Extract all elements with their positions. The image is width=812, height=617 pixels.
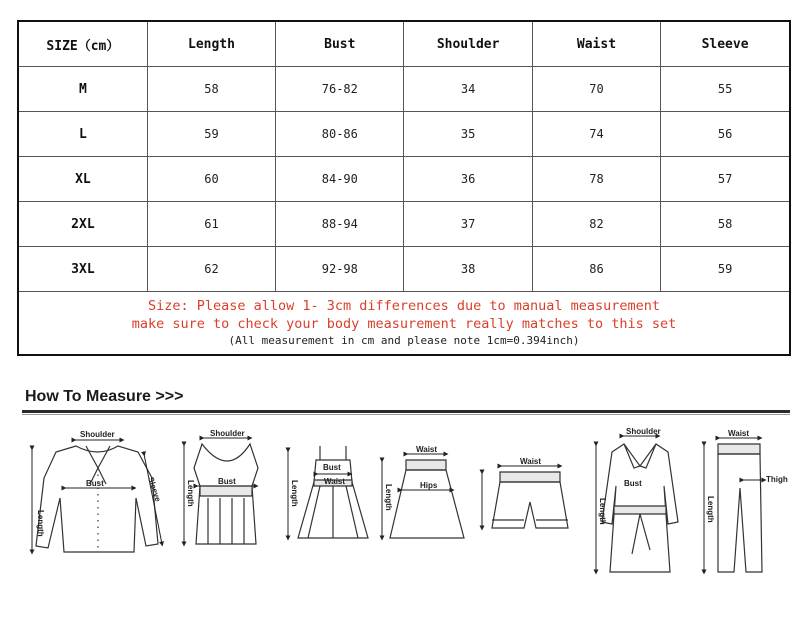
label-waist: Waist xyxy=(728,429,750,438)
cell-waist: 70 xyxy=(532,67,660,112)
label-bust: Bust xyxy=(218,477,236,486)
cell-shoulder: 38 xyxy=(404,247,532,292)
table-row xyxy=(19,247,789,292)
cell-sleeve: 59 xyxy=(661,247,789,292)
cell-waist: 74 xyxy=(532,112,660,157)
cell-length: 58 xyxy=(147,67,275,112)
label-length: Length xyxy=(706,496,715,523)
cell-sleeve: 56 xyxy=(661,112,789,157)
cell-shoulder: 35 xyxy=(404,112,532,157)
label-waist: Waist xyxy=(324,477,346,486)
cell-waist: 86 xyxy=(532,247,660,292)
header-shoulder: Shoulder xyxy=(404,22,532,67)
label-length: Length xyxy=(186,480,195,507)
label-shoulder: Shoulder xyxy=(210,429,245,438)
label-shoulder: Shoulder xyxy=(626,427,661,436)
header-waist: Waist xyxy=(532,22,660,67)
coat-icon xyxy=(588,426,692,578)
cell-bust: 80-86 xyxy=(276,112,404,157)
table-row xyxy=(19,202,789,247)
cell-shoulder: 37 xyxy=(404,202,532,247)
cell-length: 61 xyxy=(147,202,275,247)
cell-waist: 82 xyxy=(532,202,660,247)
label-hips: Hips xyxy=(420,481,438,490)
skirt-icon xyxy=(376,444,470,544)
label-length: Length xyxy=(384,484,393,511)
section-divider xyxy=(22,410,790,413)
header-size: SIZE（cm） xyxy=(19,22,147,67)
cell-size: 3XL xyxy=(19,247,147,292)
cell-sleeve: 58 xyxy=(661,202,789,247)
cell-sleeve: 55 xyxy=(661,67,789,112)
table-row xyxy=(19,67,789,112)
cell-size: 2XL xyxy=(19,202,147,247)
measurement-note xyxy=(19,288,789,354)
note-line-1: Size: Please allow 1- 3cm differences due to manual measurement xyxy=(147,298,661,314)
label-bust: Bust xyxy=(624,479,642,488)
cell-waist: 78 xyxy=(532,157,660,202)
table-row xyxy=(19,157,789,202)
label-sleeve: Sleeve xyxy=(146,475,163,503)
blouse-icon xyxy=(26,428,166,563)
cell-shoulder: 36 xyxy=(404,157,532,202)
how-to-measure-title: How To Measure >>> xyxy=(25,388,184,405)
cell-bust: 88-94 xyxy=(276,202,404,247)
tank-top-icon xyxy=(172,428,272,553)
label-waist: Waist xyxy=(520,457,542,466)
header-length: Length xyxy=(147,22,275,67)
cell-length: 59 xyxy=(147,112,275,157)
label-bust: Bust xyxy=(323,463,341,472)
cell-size: M xyxy=(19,67,147,112)
dress-icon xyxy=(280,440,372,550)
header-sleeve: Sleeve xyxy=(661,22,789,67)
cell-length: 60 xyxy=(147,157,275,202)
table-header-row xyxy=(19,22,789,67)
cell-size: XL xyxy=(19,157,147,202)
table-row xyxy=(19,112,789,157)
label-length: Length xyxy=(290,480,299,507)
cell-length: 62 xyxy=(147,247,275,292)
header-bust: Bust xyxy=(276,22,404,67)
shorts-icon xyxy=(476,458,584,538)
cell-bust: 76-82 xyxy=(276,67,404,112)
note-line-2: make sure to check your body measurement really matches to this set xyxy=(131,316,677,332)
cell-shoulder: 34 xyxy=(404,67,532,112)
pants-icon xyxy=(696,428,792,580)
size-chart xyxy=(17,20,791,356)
label-bust: Bust xyxy=(86,479,104,488)
label-thigh: Thigh xyxy=(766,475,788,484)
cell-bust: 84-90 xyxy=(276,157,404,202)
cell-size: L xyxy=(19,112,147,157)
label-length: Length xyxy=(598,498,607,525)
cell-bust: 92-98 xyxy=(276,247,404,292)
label-length: Length xyxy=(36,510,45,537)
size-chart-table xyxy=(19,22,789,292)
label-shoulder: Shoulder xyxy=(80,430,115,439)
cell-sleeve: 57 xyxy=(661,157,789,202)
note-line-3: (All measurement in cm and please note 1cm=0.394inch) xyxy=(228,334,580,347)
label-waist: Waist xyxy=(416,445,438,454)
